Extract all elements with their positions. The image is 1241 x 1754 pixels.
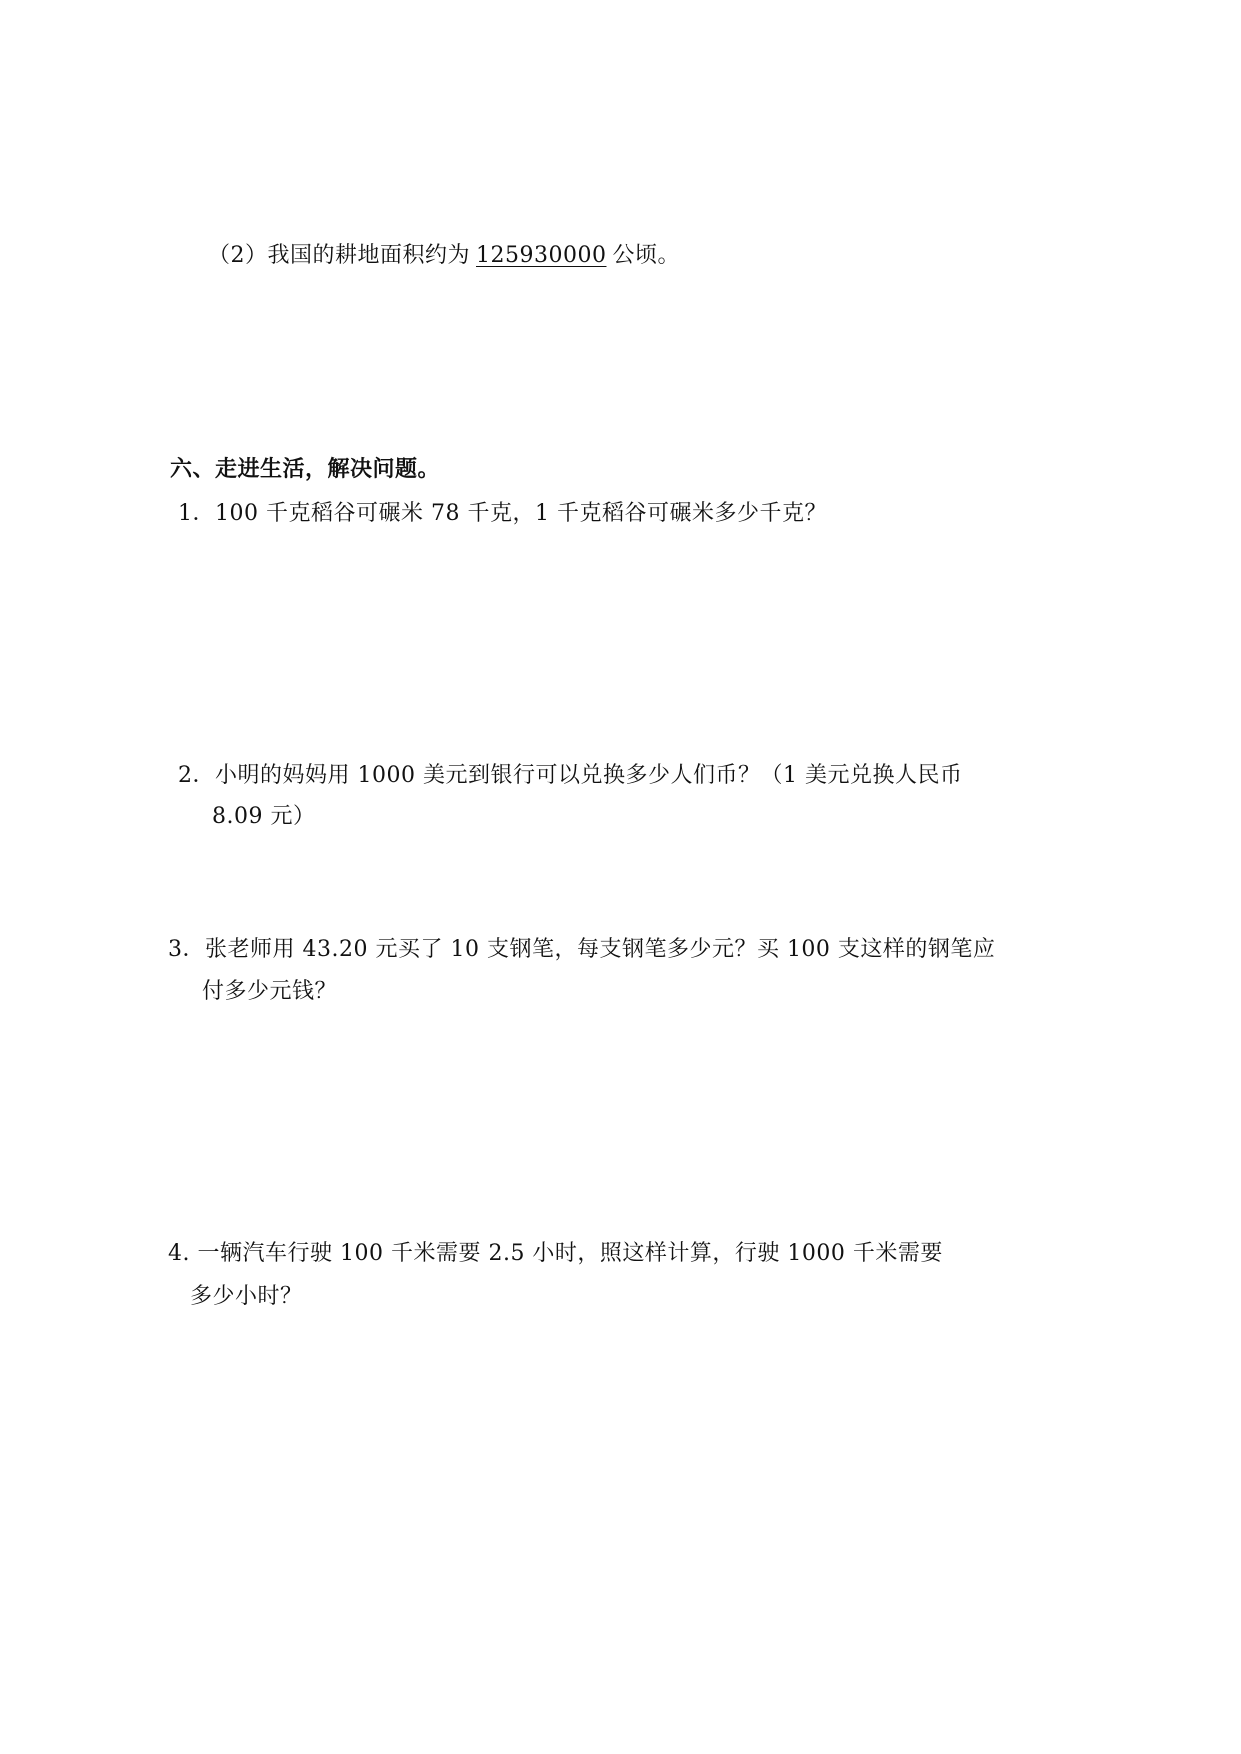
problem-3-line-2: 付多少元钱？ bbox=[202, 979, 338, 1004]
item-2-line bbox=[208, 241, 680, 271]
section-6-heading: 六、走进生活，解决问题。 bbox=[170, 457, 441, 482]
problem-2-line-1: 2．小明的妈妈用 1000 美元到银行可以兑换多少人们币？（1 美元兑换人民币 bbox=[178, 763, 963, 788]
problem-4-line-1: 4. 一辆汽车行驶 100 千米需要 2.5 小时，照这样计算，行驶 1000 千米需要 bbox=[168, 1241, 943, 1266]
item-2-prefix: （2）我国的耕地面积约为 bbox=[208, 243, 470, 268]
item-2-suffix: 公顷。 bbox=[612, 243, 680, 268]
farmland-area-number: 125930000 bbox=[476, 243, 607, 268]
problem-2-line-2: 8.09 元） bbox=[212, 804, 316, 829]
problem-1-line-1: 1．100 千克稻谷可碾米 78 千克，1 千克稻谷可碾米多少千克？ bbox=[178, 501, 827, 526]
problem-4-line-2: 多少小时？ bbox=[190, 1284, 303, 1309]
problem-3-line-1: 3．张老师用 43.20 元买了 10 支钢笔，每支钢笔多少元？买 100 支这样的钢笔应 bbox=[168, 937, 996, 962]
